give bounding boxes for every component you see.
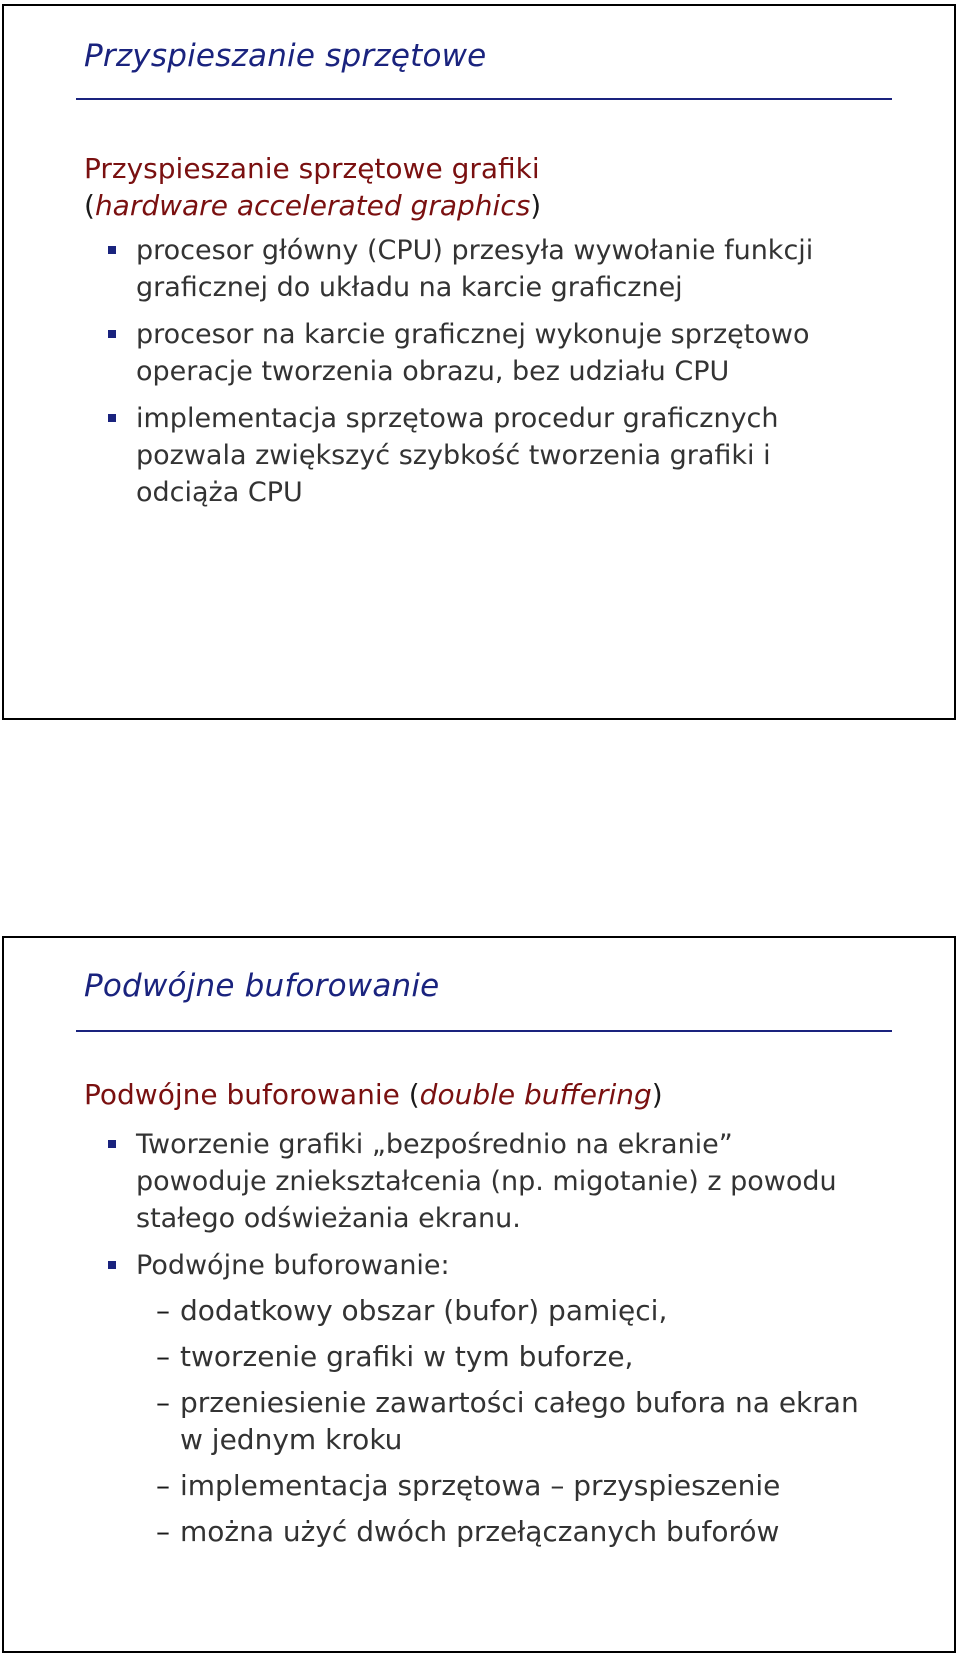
sub-list-item xyxy=(4,1292,880,1329)
sub-list-item xyxy=(4,1467,880,1504)
sub-list xyxy=(136,1292,859,1550)
heading-paren-close: ) xyxy=(530,189,542,222)
bullet-list xyxy=(4,232,856,521)
list-item xyxy=(4,232,856,306)
list-item-text: implementacja sprzętowa procedur graficznych pozwala zwiększyć szybkość tworzenia grafiki i odciąża CPU xyxy=(136,403,779,508)
sub-list-item-text: można użyć dwóch przełączanych buforów xyxy=(180,1515,780,1548)
dash-bullet: – xyxy=(156,1515,170,1548)
square-bullet-icon xyxy=(108,1261,116,1269)
sub-list-item-text: implementacja sprzętowa – przyspieszenie xyxy=(180,1469,781,1502)
square-bullet-icon xyxy=(108,330,116,338)
bullet-list xyxy=(4,1126,859,1560)
square-bullet-icon xyxy=(108,246,116,254)
heading-text: Przyspieszanie sprzętowe grafiki xyxy=(84,152,540,185)
list-item xyxy=(4,400,856,511)
dash-bullet: – xyxy=(156,1469,170,1502)
sub-list-item-text: tworzenie grafiki w tym buforze, xyxy=(180,1340,634,1373)
heading-text: Podwójne buforowanie xyxy=(84,1078,409,1111)
square-bullet-icon xyxy=(108,414,116,422)
dash-bullet: – xyxy=(156,1386,170,1419)
heading-paren-open: ( xyxy=(84,189,95,222)
slide-double-buffering xyxy=(2,936,956,1653)
sub-list-item xyxy=(4,1384,880,1458)
heading-paren-open: ( xyxy=(408,1078,420,1111)
sub-list-item xyxy=(4,1338,880,1375)
section-heading xyxy=(84,150,541,224)
list-item-text: Podwójne buforowanie: xyxy=(136,1250,450,1281)
section-heading xyxy=(84,1076,663,1113)
slide-title: Podwójne buforowanie xyxy=(84,968,440,1004)
dash-bullet: – xyxy=(156,1340,170,1373)
heading-english-term: hardware accelerated graphics xyxy=(94,189,531,222)
list-item-text: procesor główny (CPU) przesyła wywołanie funkcji graficznej do układu na karcie graficznej xyxy=(136,235,814,303)
list-item xyxy=(4,1126,856,1237)
sub-list-item-text: dodatkowy obszar (bufor) pamięci, xyxy=(180,1294,668,1327)
title-underline xyxy=(76,1030,892,1032)
sub-list-item-text: przeniesienie zawartości całego bufora na ekran w jednym kroku xyxy=(180,1386,859,1456)
slide-hardware-acceleration xyxy=(2,4,956,720)
list-item-text: Tworzenie grafiki „bezpośrednio na ekranie” powoduje zniekształcenia (np. migotanie) z powodu stałego odświeżania ekranu. xyxy=(136,1129,837,1234)
title-underline xyxy=(76,98,892,100)
list-item xyxy=(4,1247,859,1550)
sub-list-item xyxy=(4,1513,880,1550)
list-item-text: procesor na karcie graficznej wykonuje sprzętowo operacje tworzenia obrazu, bez udziału CPU xyxy=(136,319,810,387)
dash-bullet: – xyxy=(156,1294,170,1327)
slide-title: Przyspieszanie sprzętowe xyxy=(84,38,487,74)
list-item xyxy=(4,316,856,390)
heading-english-term: double buffering xyxy=(419,1078,652,1111)
heading-paren-close: ) xyxy=(651,1078,663,1111)
square-bullet-icon xyxy=(108,1140,116,1148)
